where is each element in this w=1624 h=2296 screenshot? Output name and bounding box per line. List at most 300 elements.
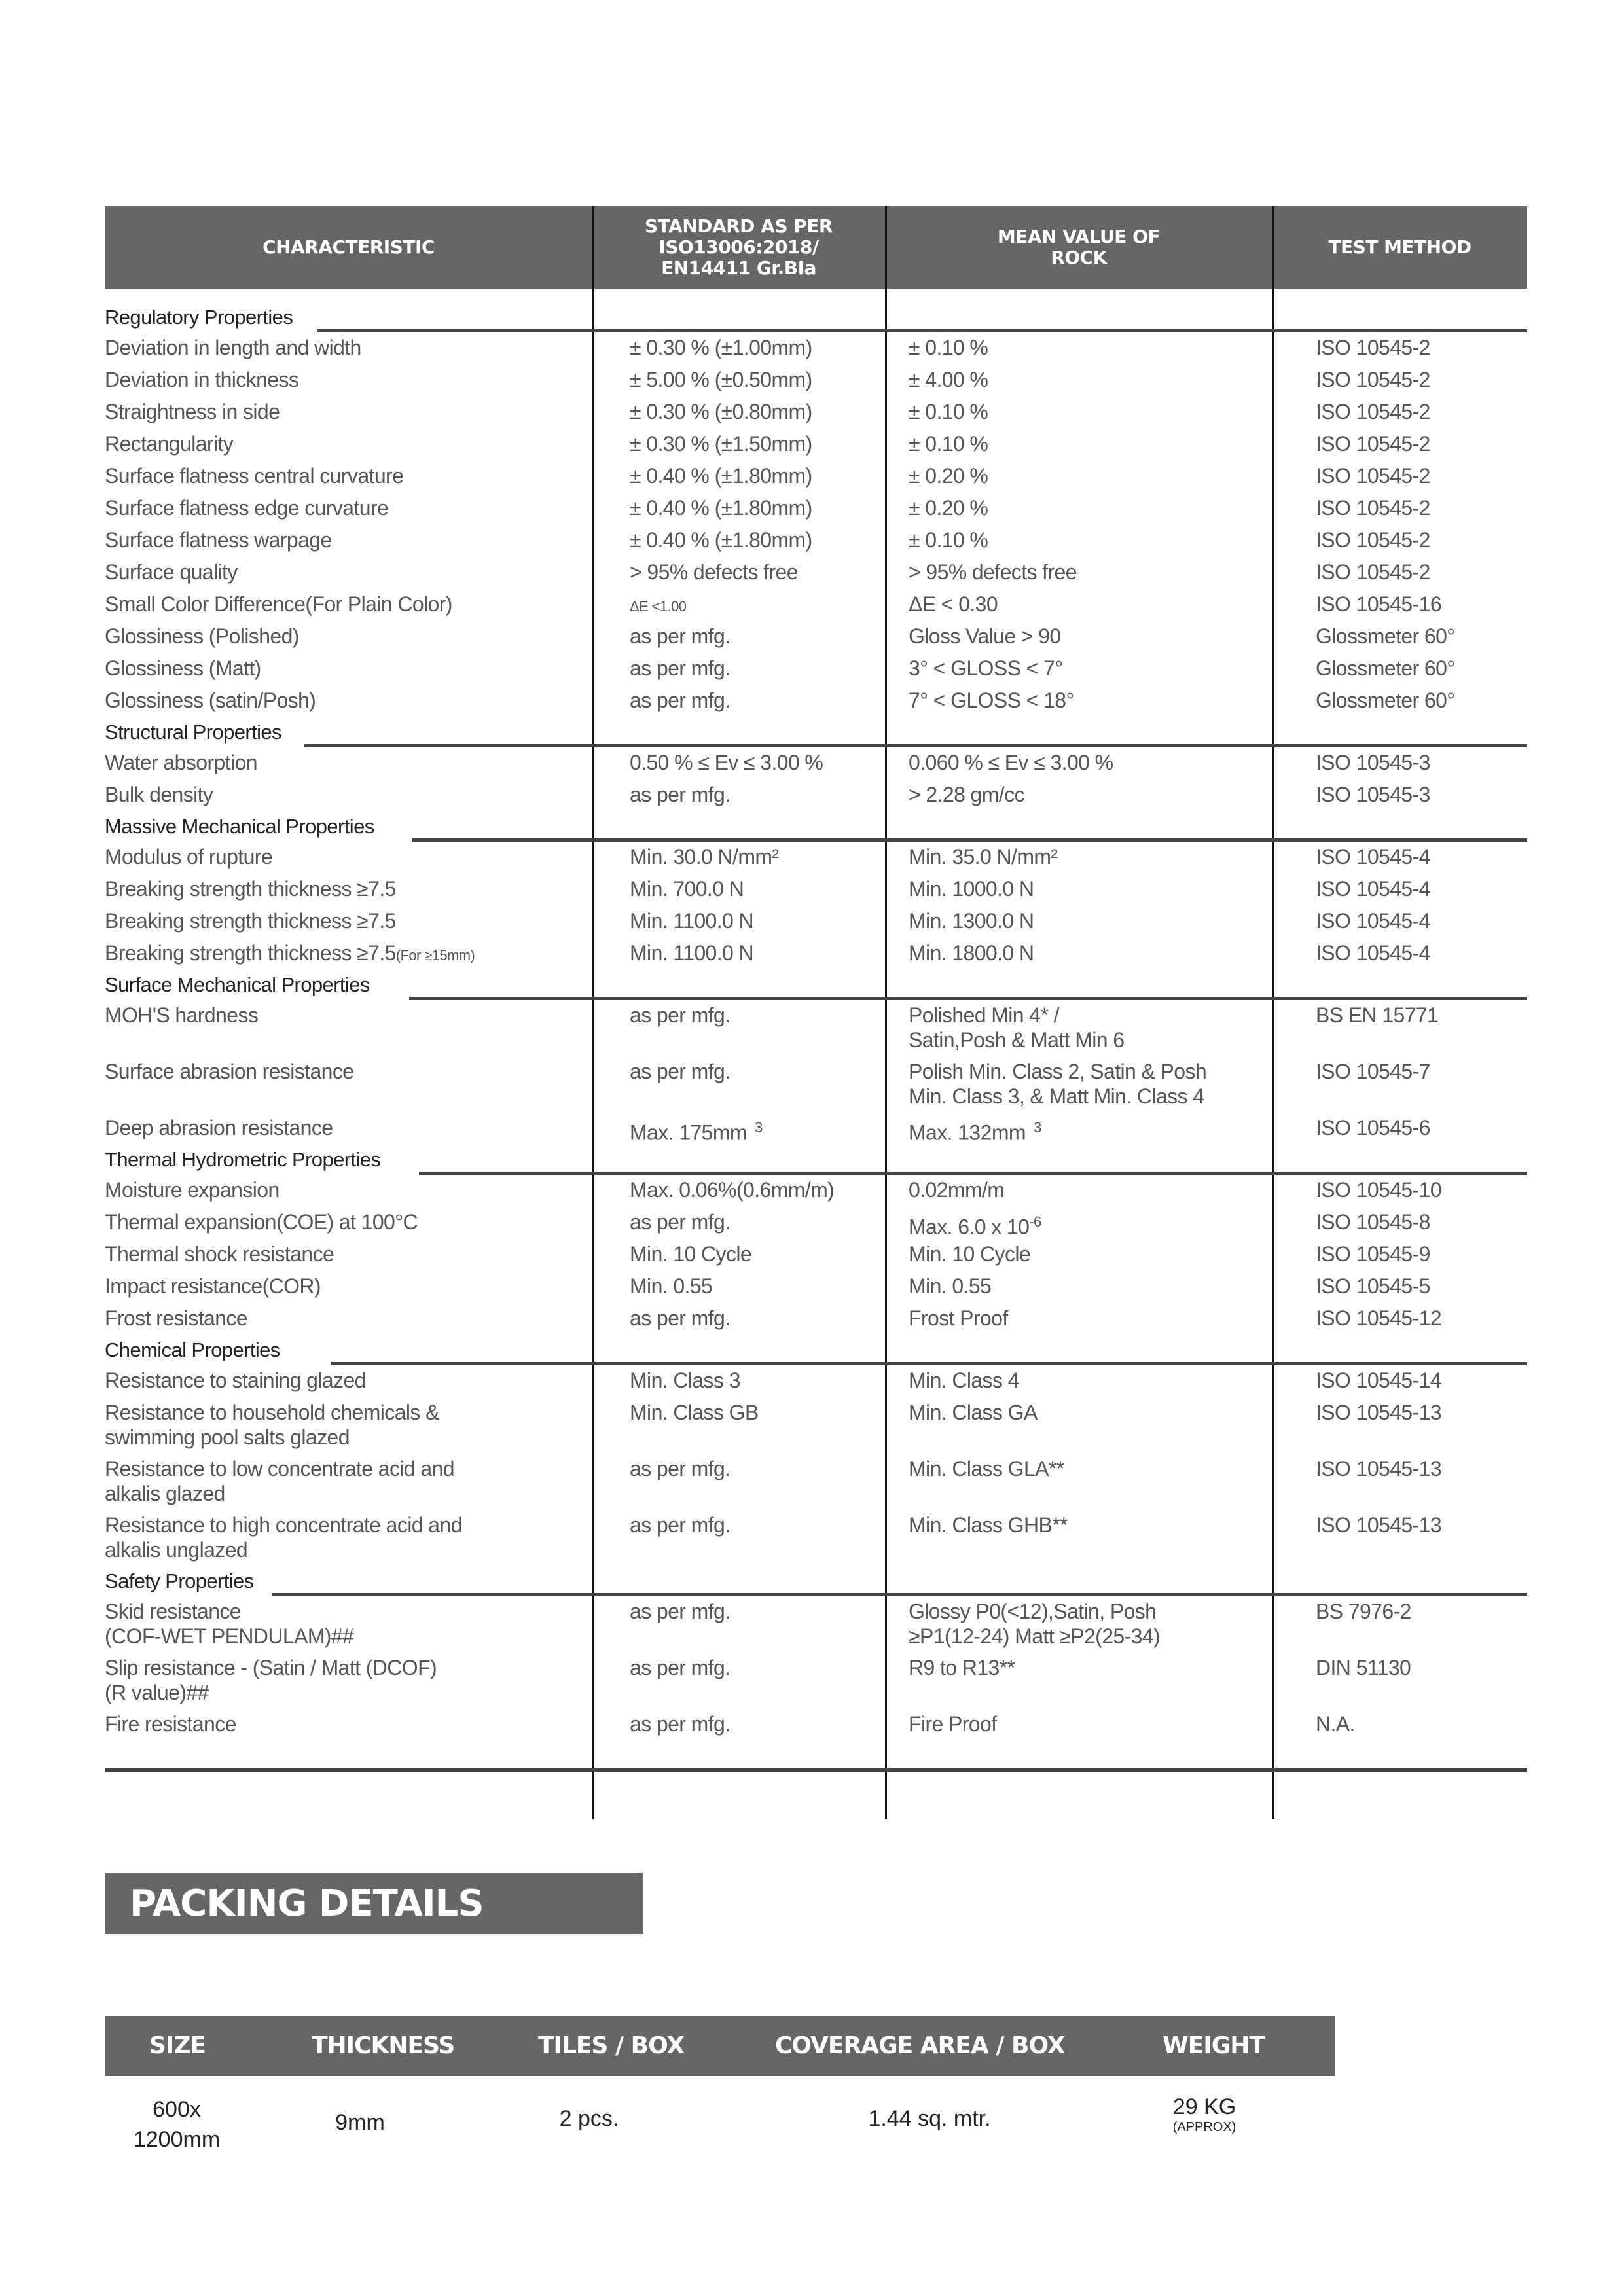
cell-characteristic [105, 590, 592, 622]
section-rule [412, 838, 1527, 842]
standard-text: Min. Class GB [630, 1401, 759, 1424]
cell-characteristic [105, 526, 592, 558]
cell-test-method: ISO 10545-2 [1316, 400, 1430, 423]
cell-test-method: ISO 10545-3 [1316, 751, 1430, 774]
mean-text: ± 0.10 % [909, 400, 988, 423]
cell-characteristic [105, 1304, 592, 1336]
standard-text: as per mfg. [630, 1210, 731, 1234]
section-title: Surface Mechanical Properties [105, 973, 383, 997]
cell-standard [592, 1058, 885, 1114]
cell-characteristic [105, 1511, 592, 1568]
table-row [105, 1114, 1527, 1146]
table-row [105, 398, 1527, 430]
standard-text: Min. 1100.0 N [630, 941, 754, 965]
characteristic-note: (For ≥15mm) [395, 947, 475, 963]
table-row [105, 781, 1527, 813]
cell-standard [592, 1710, 885, 1742]
cell-mean-value [885, 558, 1272, 590]
mean-text: Max. 132mm [909, 1121, 1026, 1145]
section-heading [105, 1146, 1527, 1172]
cell-mean-value [885, 875, 1272, 907]
packing-thickness: 9mm [335, 2110, 385, 2135]
section-rule [409, 997, 1527, 1000]
mean-text: Polished Min 4* / [909, 1003, 1059, 1027]
cell-standard [592, 430, 885, 462]
cell-standard [592, 1455, 885, 1511]
header-mean-value-label: MEAN VALUE OF ROCK [997, 226, 1161, 268]
characteristic-text: Small Color Difference(For Plain Color) [105, 592, 452, 616]
table-row [105, 1058, 1527, 1114]
cell-standard [592, 1176, 885, 1208]
section-title: Regulatory Properties [105, 305, 306, 330]
characteristic-text: Moisture expansion [105, 1178, 280, 1202]
standard-text: ± 0.40 % (±1.80mm) [630, 496, 812, 520]
mean-text: ± 0.10 % [909, 528, 988, 552]
cell-test-method: ISO 10545-13 [1316, 1457, 1442, 1480]
cell-standard [592, 558, 885, 590]
characteristic-text: Surface abrasion resistance [105, 1060, 354, 1083]
table-row [105, 749, 1527, 781]
mean-text: 7° < GLOSS < 18° [909, 689, 1074, 712]
mean-text: > 95% defects free [909, 560, 1077, 584]
cell-standard [592, 526, 885, 558]
cell-mean-value [885, 1710, 1272, 1742]
cell-characteristic [105, 462, 592, 494]
standard-text: > 95% defects free [630, 560, 798, 584]
cell-test-method: ISO 10545-6 [1316, 1116, 1430, 1139]
characteristic-text: Resistance to household chemicals & [105, 1401, 439, 1424]
mean-text-line2: Min. Class 3, & Matt Min. Class 4 [909, 1085, 1204, 1108]
cell-test-method: ISO 10545-16 [1316, 592, 1442, 616]
table-row [105, 622, 1527, 655]
standard-text: ± 0.30 % (±1.50mm) [630, 432, 812, 456]
cell-characteristic [105, 1272, 592, 1304]
characteristic-text: Deviation in thickness [105, 368, 299, 391]
standard-text: as per mfg. [630, 1600, 731, 1623]
cell-characteristic [105, 843, 592, 875]
standard-text: as per mfg. [630, 656, 731, 680]
cell-standard [592, 1598, 885, 1654]
cell-mean-value [885, 843, 1272, 875]
characteristic-text-line2: alkalis unglazed [105, 1538, 248, 1562]
standard-text: as per mfg. [630, 624, 731, 648]
cell-mean-value [885, 1208, 1272, 1240]
cell-characteristic [105, 939, 592, 971]
mean-text-line2: Satin,Posh & Matt Min 6 [909, 1028, 1125, 1052]
cell-test-method: ISO 10545-2 [1316, 464, 1430, 488]
packing-weight-value: 29 KG [1172, 2094, 1236, 2119]
characteristic-text: Bulk density [105, 783, 213, 806]
cell-standard [592, 875, 885, 907]
table-row [105, 558, 1527, 590]
mean-text: ± 4.00 % [909, 368, 988, 391]
mean-text: > 2.28 gm/cc [909, 783, 1024, 806]
characteristic-text: Skid resistance [105, 1600, 241, 1623]
section-heading [105, 719, 1527, 745]
standard-text: as per mfg. [630, 783, 731, 806]
characteristic-text: Modulus of rupture [105, 845, 273, 869]
characteristic-text: Deep abrasion resistance [105, 1116, 333, 1139]
cell-mean-value [885, 526, 1272, 558]
table-row [105, 1304, 1527, 1336]
cell-characteristic [105, 398, 592, 430]
table-row [105, 1710, 1527, 1742]
cell-characteristic [105, 1598, 592, 1654]
cell-mean-value [885, 1240, 1272, 1272]
table-row [105, 526, 1527, 558]
cell-test-method: ISO 10545-14 [1316, 1369, 1442, 1392]
mean-text: ± 0.20 % [909, 496, 988, 520]
table-row [105, 1240, 1527, 1272]
standard-text: 0.50 % ≤ Ev ≤ 3.00 % [630, 751, 823, 774]
cell-mean-value [885, 939, 1272, 971]
cell-test-method: ISO 10545-2 [1316, 496, 1430, 520]
cell-characteristic [105, 558, 592, 590]
header-standard-label: STANDARD AS PER ISO13006:2018/ EN14411 Gr.BIa [645, 215, 833, 279]
section-heading [105, 289, 1527, 330]
section-title: Structural Properties [105, 720, 295, 745]
standard-text: Min. Class 3 [630, 1369, 740, 1392]
cell-standard [592, 1001, 885, 1058]
standard-text: as per mfg. [630, 1306, 731, 1330]
cell-mean-value [885, 430, 1272, 462]
table-bottom-rule [105, 1768, 1527, 1772]
cell-test-method: BS 7976-2 [1316, 1600, 1411, 1623]
standard-superscript: 3 [754, 1119, 763, 1136]
packing-weight [1139, 2094, 1270, 2135]
cell-characteristic [105, 1176, 592, 1208]
characteristic-text: Deviation in length and width [105, 336, 361, 359]
standard-text: ΔE <1.00 [630, 598, 687, 615]
cell-characteristic [105, 749, 592, 781]
table-row [105, 655, 1527, 687]
mean-text-line2: ≥P1(12-24) Matt ≥P2(25-34) [909, 1624, 1161, 1648]
cell-characteristic [105, 781, 592, 813]
section-rule [272, 1593, 1527, 1596]
cell-mean-value [885, 366, 1272, 398]
cell-test-method: ISO 10545-9 [1316, 1242, 1430, 1266]
packing-header-tiles-per-box: TILES / BOX [538, 2032, 685, 2059]
table-body [105, 289, 1527, 1772]
table-row [105, 1654, 1527, 1710]
table-row [105, 366, 1527, 398]
cell-characteristic [105, 1710, 592, 1742]
cell-mean-value [885, 781, 1272, 813]
cell-test-method: ISO 10545-13 [1316, 1401, 1442, 1424]
packing-coverage: 1.44 sq. mtr. [868, 2106, 991, 2131]
section-heading [105, 1568, 1527, 1594]
table-row [105, 687, 1527, 719]
cell-characteristic [105, 622, 592, 655]
table-row [105, 875, 1527, 907]
table-row [105, 1001, 1527, 1058]
cell-characteristic [105, 1367, 592, 1399]
mean-text: Frost Proof [909, 1306, 1008, 1330]
cell-characteristic [105, 366, 592, 398]
cell-standard [592, 590, 885, 622]
mean-text: ± 0.20 % [909, 464, 988, 488]
standard-text: as per mfg. [630, 689, 731, 712]
standard-text: Min. 30.0 N/mm² [630, 845, 779, 869]
characteristic-text-line2: (R value)## [105, 1681, 209, 1704]
cell-characteristic [105, 1114, 592, 1146]
specification-table [105, 206, 1527, 1772]
cell-mean-value [885, 1455, 1272, 1511]
characteristic-text-line2: (COF-WET PENDULAM)## [105, 1624, 354, 1648]
mean-text: 3° < GLOSS < 7° [909, 656, 1063, 680]
section-rule [419, 1172, 1527, 1175]
characteristic-text: Surface quality [105, 560, 238, 584]
mean-text: Min. 0.55 [909, 1274, 992, 1298]
cell-test-method: N.A. [1316, 1712, 1355, 1736]
cell-test-method: Glossmeter 60° [1316, 656, 1455, 680]
cell-mean-value [885, 1654, 1272, 1710]
header-mean-value [885, 206, 1272, 289]
packing-weight-note: (APPROX) [1172, 2120, 1236, 2134]
cell-characteristic [105, 907, 592, 939]
cell-characteristic [105, 1240, 592, 1272]
cell-standard [592, 1654, 885, 1710]
table-row [105, 590, 1527, 622]
cell-characteristic [105, 1654, 592, 1710]
packing-table-header [105, 2016, 1335, 2076]
packing-size-line1: 600x [153, 2097, 201, 2122]
cell-standard [592, 494, 885, 526]
characteristic-text: Thermal expansion(COE) at 100°C [105, 1210, 418, 1234]
cell-test-method: BS EN 15771 [1316, 1003, 1439, 1027]
cell-test-method: ISO 10545-3 [1316, 783, 1430, 806]
header-characteristic: CHARACTERISTIC [262, 236, 435, 258]
cell-test-method: ISO 10545-4 [1316, 845, 1430, 869]
mean-text: ± 0.10 % [909, 336, 988, 359]
cell-standard [592, 1399, 885, 1455]
table-row [105, 494, 1527, 526]
cell-characteristic [105, 1455, 592, 1511]
section-heading [105, 971, 1527, 997]
cell-characteristic [105, 687, 592, 719]
cell-standard [592, 843, 885, 875]
cell-characteristic [105, 1208, 592, 1240]
characteristic-text: Surface flatness warpage [105, 528, 332, 552]
mean-superscript: -6 [1029, 1213, 1041, 1230]
cell-mean-value [885, 622, 1272, 655]
cell-mean-value [885, 1176, 1272, 1208]
cell-mean-value [885, 494, 1272, 526]
cell-test-method: ISO 10545-13 [1316, 1513, 1442, 1537]
characteristic-text: Glossiness (Matt) [105, 656, 261, 680]
standard-text: as per mfg. [630, 1513, 731, 1537]
mean-text: 0.02mm/m [909, 1178, 1005, 1202]
cell-mean-value [885, 1058, 1272, 1114]
cell-test-method: ISO 10545-8 [1316, 1210, 1430, 1234]
cell-test-method: ISO 10545-2 [1316, 560, 1430, 584]
cell-standard [592, 687, 885, 719]
mean-text: Min. Class GA [909, 1401, 1038, 1424]
section-rule [317, 329, 1527, 332]
standard-text: Min. 1100.0 N [630, 909, 754, 933]
packing-header-coverage: COVERAGE AREA / BOX [775, 2032, 1065, 2059]
packing-header-weight: WEIGHT [1163, 2032, 1265, 2059]
section-title: Thermal Hydrometric Properties [105, 1147, 393, 1172]
standard-text: as per mfg. [630, 1003, 731, 1027]
table-row [105, 1272, 1527, 1304]
cell-mean-value [885, 655, 1272, 687]
cell-characteristic [105, 430, 592, 462]
cell-characteristic [105, 1001, 592, 1058]
cell-standard [592, 907, 885, 939]
cell-characteristic [105, 875, 592, 907]
cell-standard [592, 1304, 885, 1336]
cell-mean-value [885, 398, 1272, 430]
cell-standard [592, 749, 885, 781]
standard-text: Min. 0.55 [630, 1274, 713, 1298]
mean-text: Min. 1000.0 N [909, 877, 1034, 901]
cell-test-method: ISO 10545-2 [1316, 528, 1430, 552]
packing-size [118, 2094, 236, 2155]
characteristic-text: Surface flatness edge curvature [105, 496, 389, 520]
packing-tiles-per-box: 2 pcs. [559, 2106, 619, 2131]
standard-text: ± 0.40 % (±1.80mm) [630, 528, 812, 552]
cell-characteristic [105, 334, 592, 366]
header-standard [592, 206, 885, 289]
table-row [105, 1208, 1527, 1240]
cell-test-method: ISO 10545-10 [1316, 1178, 1442, 1202]
cell-test-method: ISO 10545-4 [1316, 941, 1430, 965]
packing-table-row [105, 2094, 1335, 2173]
characteristic-text: Rectangularity [105, 432, 234, 456]
cell-test-method: Glossmeter 60° [1316, 624, 1455, 648]
section-title: Massive Mechanical Properties [105, 814, 388, 839]
section-title: Safety Properties [105, 1569, 267, 1594]
cell-mean-value [885, 1399, 1272, 1455]
standard-text: ± 0.30 % (±0.80mm) [630, 400, 812, 423]
cell-standard [592, 366, 885, 398]
mean-text: Max. 6.0 x 10 [909, 1215, 1030, 1239]
cell-mean-value [885, 1367, 1272, 1399]
characteristic-text: Impact resistance(COR) [105, 1274, 321, 1298]
table-header [105, 206, 1527, 289]
cell-standard [592, 1367, 885, 1399]
mean-text: Glossy P0(<12),Satin, Posh [909, 1600, 1157, 1623]
characteristic-text: Thermal shock resistance [105, 1242, 334, 1266]
characteristic-text: Straightness in side [105, 400, 280, 423]
cell-characteristic [105, 1058, 592, 1114]
mean-text: Min. Class GLA** [909, 1457, 1064, 1480]
characteristic-text: Breaking strength thickness ≥7.5 [105, 909, 396, 933]
cell-test-method: ISO 10545-2 [1316, 432, 1430, 456]
characteristic-text: Resistance to high concentrate acid and [105, 1513, 462, 1537]
cell-mean-value [885, 590, 1272, 622]
section-title: Chemical Properties [105, 1338, 293, 1363]
table-row [105, 1455, 1527, 1511]
characteristic-text: Breaking strength thickness ≥7.5 [105, 877, 396, 901]
cell-standard [592, 1114, 885, 1146]
characteristic-text: Resistance to staining glazed [105, 1369, 366, 1392]
standard-text: as per mfg. [630, 1656, 731, 1679]
characteristic-text: Resistance to low concentrate acid and [105, 1457, 454, 1480]
characteristic-text-line2: alkalis glazed [105, 1482, 225, 1505]
cell-test-method: ISO 10545-7 [1316, 1060, 1430, 1083]
standard-text: Min. 700.0 N [630, 877, 744, 901]
table-row [105, 1399, 1527, 1455]
cell-test-method: ISO 10545-4 [1316, 909, 1430, 933]
cell-standard [592, 939, 885, 971]
mean-text: Polish Min. Class 2, Satin & Posh [909, 1060, 1207, 1083]
cell-test-method: ISO 10545-2 [1316, 368, 1430, 391]
section-heading [105, 1336, 1527, 1363]
table-row [105, 430, 1527, 462]
cell-mean-value [885, 1598, 1272, 1654]
mean-text: Min. 1800.0 N [909, 941, 1034, 965]
mean-text: Fire Proof [909, 1712, 997, 1736]
cell-standard [592, 655, 885, 687]
cell-standard [592, 1272, 885, 1304]
header-test-method: TEST METHOD [1328, 236, 1471, 258]
characteristic-text: Glossiness (Polished) [105, 624, 299, 648]
standard-text: ± 5.00 % (±0.50mm) [630, 368, 812, 391]
cell-mean-value [885, 462, 1272, 494]
cell-standard [592, 781, 885, 813]
cell-standard [592, 1208, 885, 1240]
table-row [105, 843, 1527, 875]
mean-text: ΔE < 0.30 [909, 592, 998, 616]
characteristic-text: Surface flatness central curvature [105, 464, 404, 488]
cell-test-method: Glossmeter 60° [1316, 689, 1455, 712]
characteristic-text: Water absorption [105, 751, 257, 774]
cell-mean-value [885, 749, 1272, 781]
table-row [105, 1176, 1527, 1208]
cell-standard [592, 1240, 885, 1272]
table-row [105, 334, 1527, 366]
cell-test-method: DIN 51130 [1316, 1656, 1411, 1679]
mean-text: ± 0.10 % [909, 432, 988, 456]
cell-mean-value [885, 1001, 1272, 1058]
mean-text: 0.060 % ≤ Ev ≤ 3.00 % [909, 751, 1113, 774]
characteristic-text: Fire resistance [105, 1712, 236, 1736]
mean-text: Gloss Value > 90 [909, 624, 1061, 648]
table-row [105, 1511, 1527, 1568]
characteristic-text: Slip resistance - (Satin / Matt (DCOF) [105, 1656, 437, 1679]
cell-test-method: ISO 10545-2 [1316, 336, 1430, 359]
packing-size-line2: 1200mm [133, 2127, 221, 2152]
cell-mean-value [885, 1114, 1272, 1146]
table-row [105, 462, 1527, 494]
cell-standard [592, 1511, 885, 1568]
standard-text: ± 0.40 % (±1.80mm) [630, 464, 812, 488]
mean-text: Min. Class 4 [909, 1369, 1019, 1392]
table-row [105, 907, 1527, 939]
characteristic-text: Glossiness (satin/Posh) [105, 689, 316, 712]
packing-header-thickness: THICKNESS [312, 2032, 455, 2059]
cell-characteristic [105, 494, 592, 526]
packing-details-title: PACKING DETAILS [105, 1873, 643, 1934]
characteristic-text-line2: swimming pool salts glazed [105, 1426, 350, 1449]
mean-text: Min. Class GHB** [909, 1513, 1068, 1537]
standard-text: Min. 10 Cycle [630, 1242, 752, 1266]
mean-text: Min. 10 Cycle [909, 1242, 1031, 1266]
standard-text: as per mfg. [630, 1060, 731, 1083]
cell-mean-value [885, 334, 1272, 366]
standard-text: as per mfg. [630, 1457, 731, 1480]
standard-text: ± 0.30 % (±1.00mm) [630, 336, 812, 359]
cell-test-method: ISO 10545-4 [1316, 877, 1430, 901]
cell-standard [592, 462, 885, 494]
packing-header-size: SIZE [149, 2032, 206, 2059]
characteristic-text: MOH'S hardness [105, 1003, 259, 1027]
table-row [105, 1367, 1527, 1399]
cell-standard [592, 398, 885, 430]
section-rule [331, 1362, 1527, 1365]
